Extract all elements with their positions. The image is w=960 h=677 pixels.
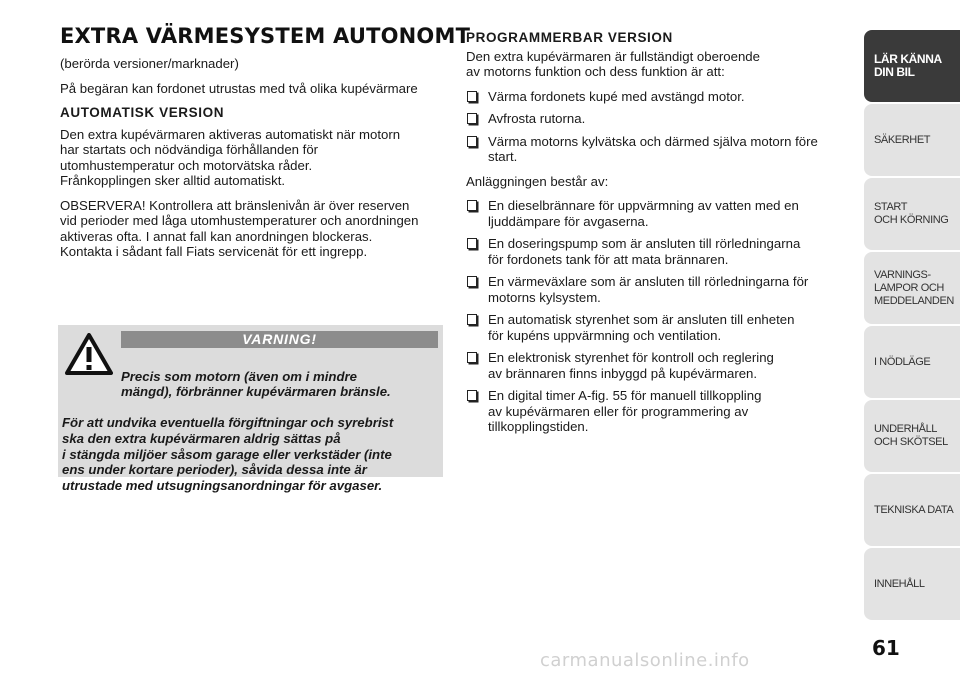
checkbox-bullet-icon [467,352,477,363]
programmable-intro: Den extra kupévärmaren är fullständigt oberoende av motorns funktion och dess funktion är att: [466,48,760,79]
checkbox-bullet-icon [467,136,477,147]
programmable-version-heading: PROGRAMMERBAR VERSION [466,30,673,45]
warning-text [58,353,433,509]
list-item: En digital timer A-fig. 55 för manuell tillkoppling av kupévärmaren eller för programmering av tillkopplingstiden. [466,388,846,435]
warning-box [58,325,443,493]
checkbox-bullet-icon [467,200,477,211]
tab-i-nodlage[interactable]: I NÖDLÄGE [864,326,960,398]
warning-label: VARNING! [121,331,438,348]
function-list [466,89,846,165]
checkbox-bullet-icon [467,390,477,401]
watermark: carmanualsonline.info [540,650,750,671]
list-item: Värma fordonets kupé med avstängd motor. [466,89,846,105]
warning-text-first: Precis som motorn (även om i mindre mängd), förbränner kupévärmaren bränsle. [121,368,391,400]
list-item: En automatisk styrenhet som är ansluten till enheten för kupéns uppvärmning och ventilation. [466,312,846,343]
tab-start-och-korning[interactable]: START OCH KÖRNING [864,178,960,250]
tab-varningslampor[interactable]: VARNINGS- LAMPOR OCH MEDDELANDEN [864,252,960,324]
list-item: En dieselbrännare för uppvärmning av vatten med en ljuddämpare för avgaserna. [466,198,846,229]
left-column [60,56,445,269]
tab-innehall[interactable]: INNEHÅLL [864,548,960,620]
checkbox-bullet-icon [467,238,477,249]
tab-underhall-och-skotsel[interactable]: UNDERHÅLL OCH SKÖTSEL [864,400,960,472]
tab-tekniska-data[interactable]: TEKNISKA DATA [864,474,960,546]
component-list [466,198,846,435]
fuel-level-note: OBSERVERA! Kontrollera att bränslenivån är över reserven vid perioder med låga utomhustemperaturer och anordningen aktiveras ofta. I annat fall kan anordningen blockeras. Kontakta i sådant fall Fiats servicenät för ett ingrepp. [60,197,419,259]
list-item: Värma motorns kylvätska och därmed själva motorn före start. [466,134,846,165]
list-item: Avfrosta rutorna. [466,111,846,127]
checkbox-bullet-icon [467,91,477,102]
automatic-version-heading: AUTOMATISK VERSION [60,105,225,120]
components-intro: Anläggningen består av: [466,173,609,189]
intro-two-heaters: På begäran kan fordonet utrustas med två olika kupévärmare [60,80,418,96]
list-item: En doseringspump som är ansluten till rörledningarna för fordonets tank för att mata brännaren. [466,236,846,267]
page-number: 61 [872,636,900,660]
intro-affected-versions: (berörda versioner/marknader) [60,56,239,71]
list-item: En värmeväxlare som är ansluten till rörledningarna för motorns kylsystem. [466,274,846,305]
warning-text-rest: För att undvika eventuella förgiftningar och syrebrist ska den extra kupévärmaren aldrig sättas på i stängda miljöer såsom garage eller verkstäder (inte ens under kortare perioder), såvida dessa inte är utrustade med utsugningsanordningar för avgaser. [62,415,394,493]
automatic-version-paragraph: Den extra kupévärmaren aktiveras automatiskt när motorn har startats och nödvändiga förhållanden för utomhustemperatur och motorvätska råder. Frånkopplingen sker alltid automatiskt. [60,126,401,188]
checkbox-bullet-icon [467,314,477,325]
checkbox-bullet-icon [467,276,477,287]
tab-lar-kanna-din-bil[interactable]: LÄR KÄNNA DIN BIL [864,30,960,102]
page-title: EXTRA VÄRMESYSTEM AUTONOMT [60,24,471,48]
list-item: En elektronisk styrenhet för kontroll och reglering av brännaren finns inbyggd på kupévärmaren. [466,350,846,381]
tab-sakerhet[interactable]: SÄKERHET [864,104,960,176]
right-column [466,30,846,444]
checkbox-bullet-icon [467,113,477,124]
